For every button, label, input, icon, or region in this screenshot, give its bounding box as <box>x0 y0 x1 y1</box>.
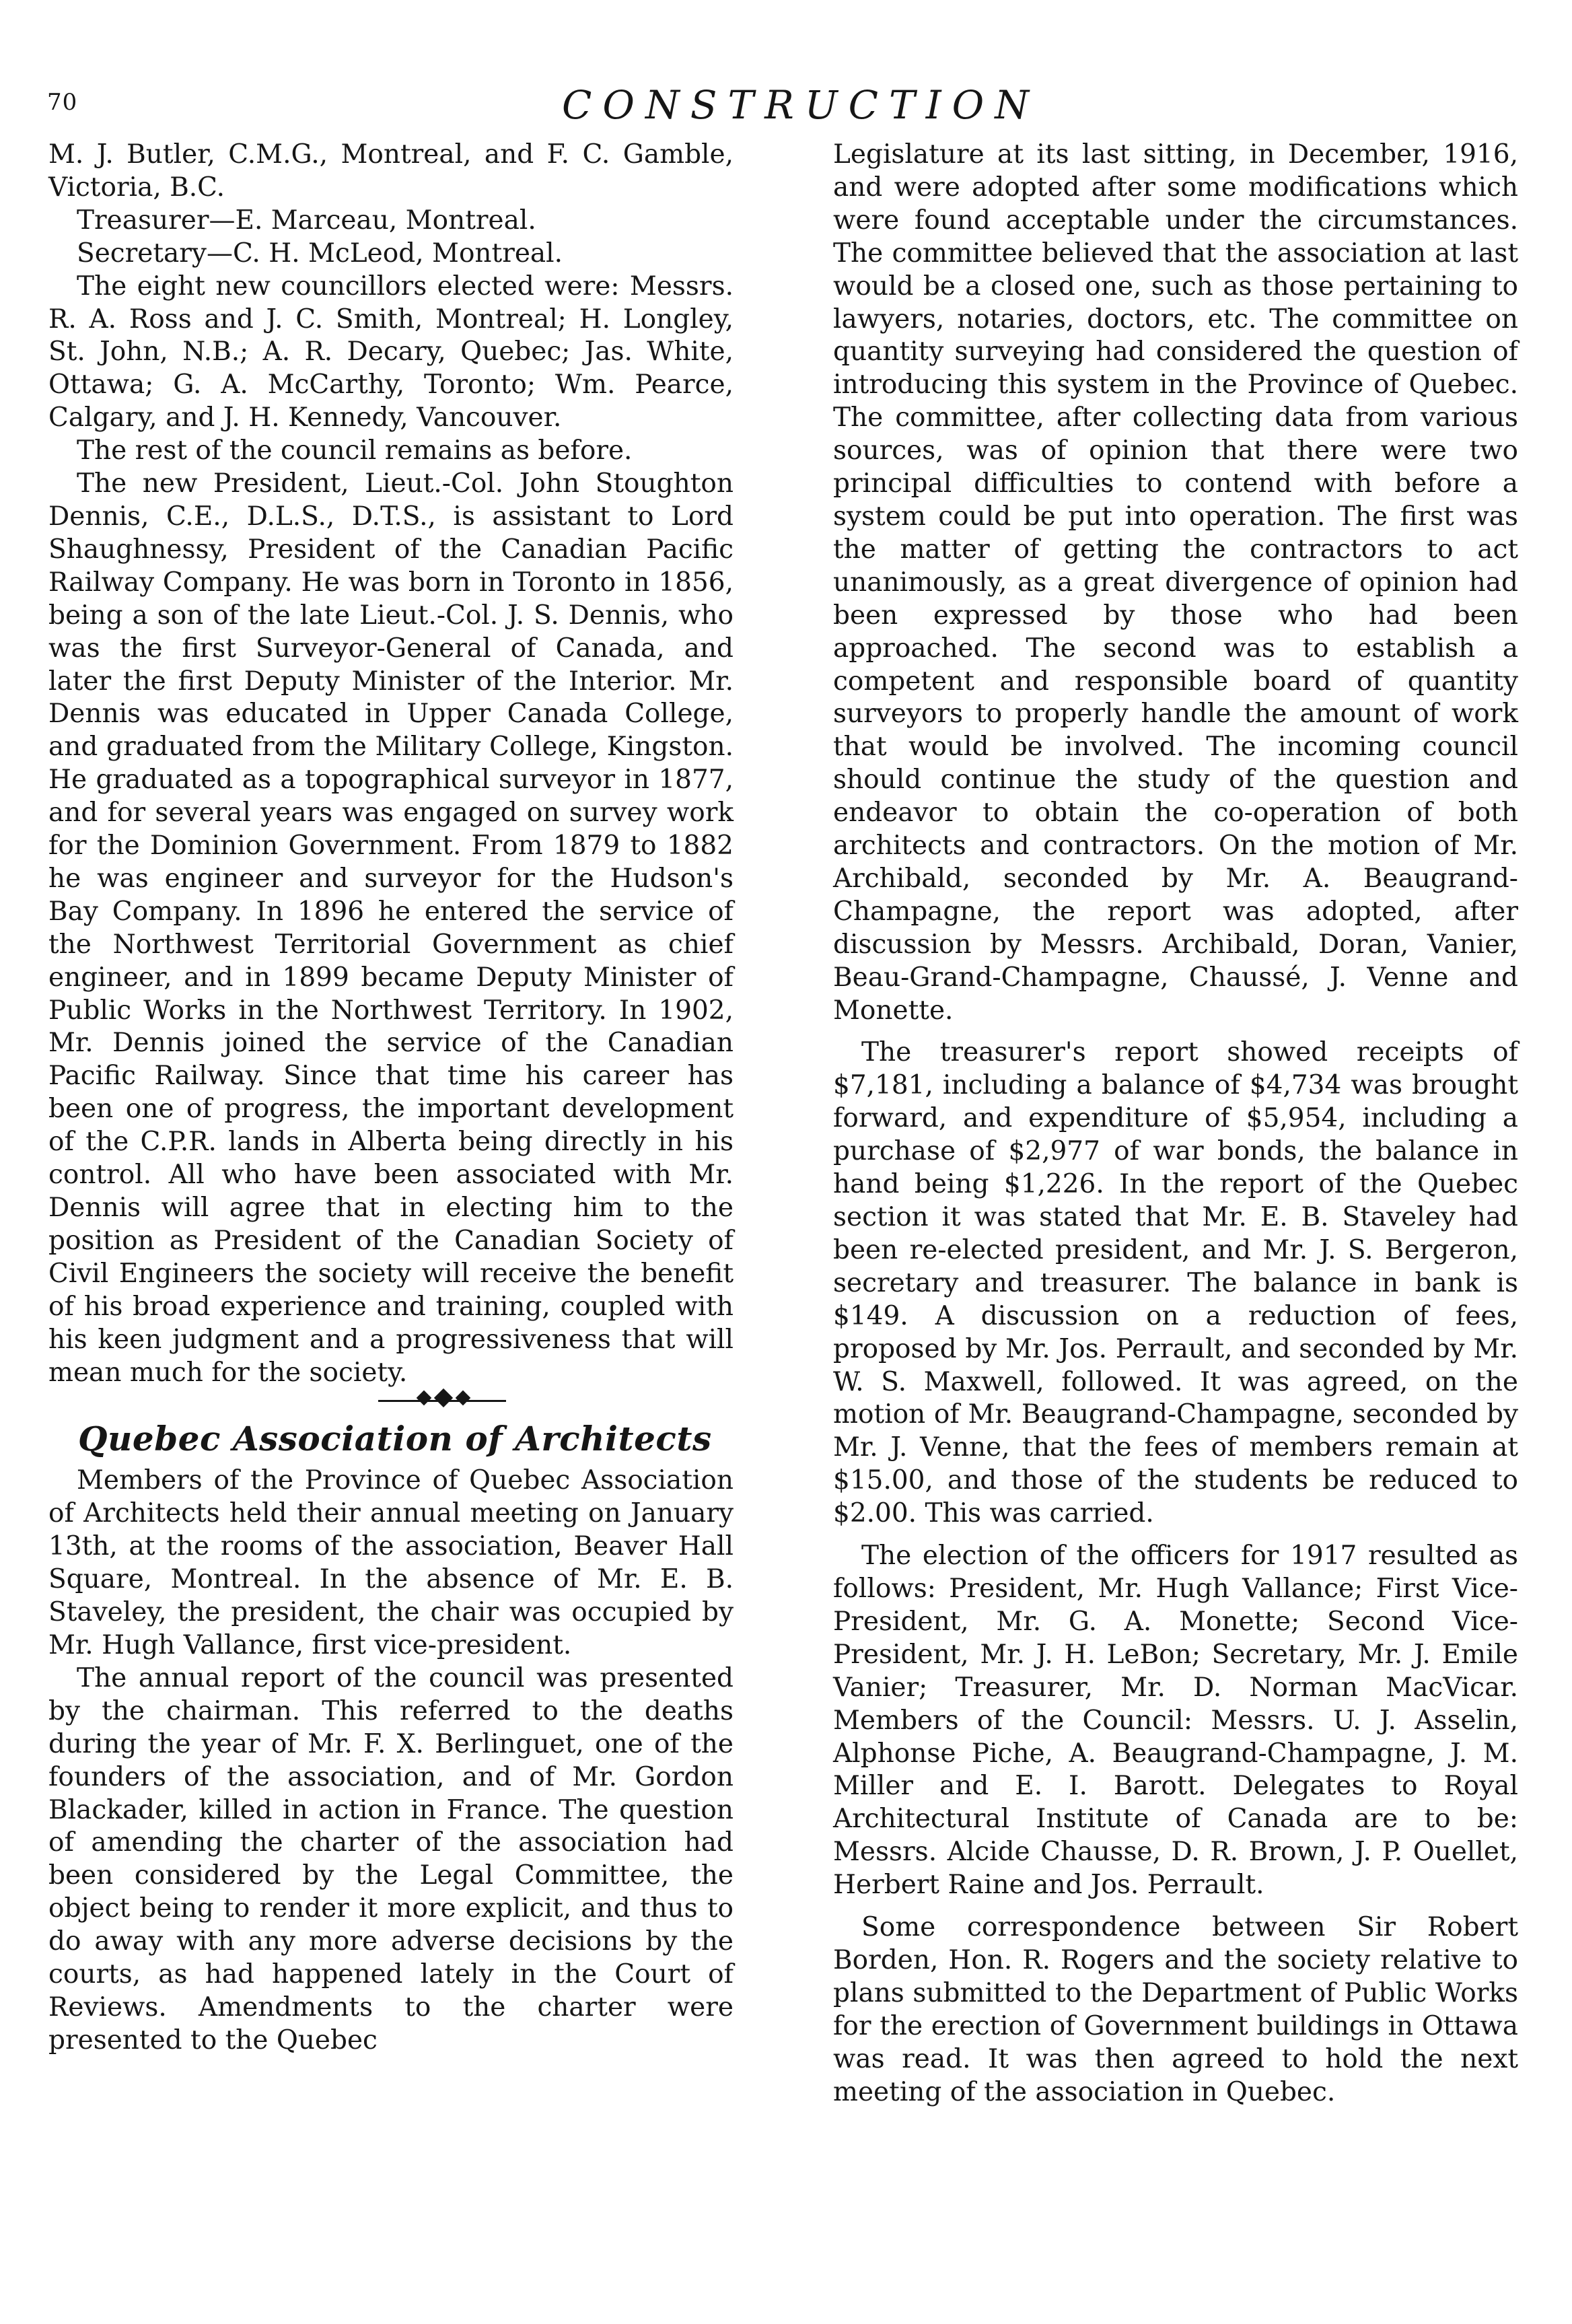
paragraph: The rest of the council remains as before. <box>77 435 633 466</box>
right-column <box>833 139 1518 2109</box>
paragraph: Members of the Province of Quebec Association of Architects held their annual meeting on January 13th, at the rooms of the association, Beaver Hall Square, Montreal. In the absence of Mr. E. B. Staveley, the president, the chair was occupied by Mr. Hugh Vallance, first vice-president. <box>48 1465 734 1660</box>
paragraph: Some correspondence between Sir Robert Borden, Hon. R. Rogers and the society relative to plans submitted to the Department of Public Works for the erection of Government buildings in Ottawa was read. It was then agreed to hold the next meeting of the association in Quebec. <box>833 1912 1518 2107</box>
paragraph: The annual report of the council was presented by the chairman. This referred to the deaths during the year of Mr. F. X. Berlinguet, one of the founders of the association, and of Mr. Gordon Blackader, killed in action in France. The question of amending the charter of the association had been considered by the Legal Committee, the object being to render it more explicit, and thus to do away with any more adverse decisions by the courts, as had happened lately in the Court of Reviews. Amendments to the charter were presented to the Quebec <box>48 1662 734 2055</box>
paragraph: M. J. Butler, C.M.G., Montreal, and F. C. Gamble, Victoria, B.C. <box>48 139 734 203</box>
paragraph: The election of the officers for 1917 resulted as follows: President, Mr. Hugh Vallance; First Vice-President, Mr. G. A. Monette; Second Vice-President, Mr. J. H. LeBon; Secretary, Mr. J. Emile Vanier; Treasurer, Mr. D. Norman MacVicar. Members of the Council: Messrs. U. J. Asselin, Alphonse Piche, A. Beaugrand-Champagne, J. M. Miller and E. I. Barott. Delegates to Royal Architectural Institute of Canada are to be: Messrs. Alcide Chausse, D. R. Brown, J. P. Ouellet, Herbert Raine and Jos. Perrault. <box>833 1541 1518 1901</box>
paragraph: Secretary—C. H. McLeod, Montreal. <box>77 238 563 269</box>
section-heading: Quebec Association of Architects <box>78 1419 712 1459</box>
running-title: CONSTRUCTION <box>562 82 1040 128</box>
paragraph: The new President, Lieut.-Col. John Stoughton Dennis, C.E., D.L.S., D.T.S., is assistant to Lord Shaughnessy, President of the Canadian Pacific Railway Company. He was born in Toronto in 1856, being a son of the late Lieut.-Col. J. S. Dennis, who was the first Surveyor-General of Canada, and later the first Deputy Minister of the Interior. Mr. Dennis was educated in Upper Canada College, and graduated from the Military College, Kingston. He graduated as a topographical surveyor in 1877, and for several years was engaged on survey work for the Dominion Government. From 1879 to 1882 he was engineer and surveyor for the Hudson's Bay Company. In 1896 he entered the service of the Northwest Territorial Government as chief engineer, and in 1899 became Deputy Minister of Public Works in the Northwest Territory. In 1902, Mr. Dennis joined the service of the Canadian Pacific Railway. Since that time his career has been one of progress, the important development of the C.P.R. lands in Alberta being directly in his control. All who have been associated with Mr. Dennis will agree that in electing him to the position as President of the Canadian Society of Civil Engineers the society will receive the benefit of his broad experience and training, coupled with his keen judgment and a progressiveness that will mean much for the society. <box>48 468 734 1388</box>
paragraph: The eight new councillors elected were: Messrs. R. A. Ross and J. C. Smith, Montreal; H. Longley, St. John, N.B.; A. R. Decary, Quebec; Jas. White, Ottawa; G. A. McCarthy, Toronto; Wm. Pearce, Calgary, and J. H. Kennedy, Vancouver. <box>48 271 734 433</box>
paragraph: The treasurer's report showed receipts of $7,181, including a balance of $4,734 was brought forward, and expenditure of $5,954, including a purchase of $2,977 of war bonds, the balance in hand being $1,226. In the report of the Quebec section it was stated that Mr. E. B. Staveley had been re-elected president, and Mr. J. S. Bergeron, secretary and treasurer. The balance in bank is $149. A discussion on a reduction of fees, proposed by Mr. Jos. Perrault, and seconded by Mr. W. S. Maxwell, followed. It was agreed, on the motion of Mr. Beaugrand-Champagne, seconded by Mr. J. Venne, that the fees of members remain at $15.00, and those of the students be reduced to $2.00. This was carried. <box>833 1037 1518 1529</box>
paragraph: Legislature at its last sitting, in December, 1916, and were adopted after some modifications which were found acceptable under the circumstances. The committee believed that the association at last would be a closed one, such as those pertaining to lawyers, notaries, doctors, etc. The committee on quantity surveying had considered the question of introducing this system in the Province of Quebec. The committee, after collecting data from various sources, was of opinion that there were two principal difficulties to contend with before a system could be put into operation. The first was the matter of getting the contractors to act unanimously, as a great divergence of opinion had been expressed by those who had been approached. The second was to establish a competent and responsible board of quantity surveyors to properly handle the amount of work that would be involved. The incoming council should continue the study of the question and endeavor to obtain the co-operation of both architects and contractors. On the motion of Mr. Archibald, seconded by Mr. A. Beaugrand-Champagne, the report was adopted, after discussion by Messrs. Archibald, Doran, Vanier, Beau-Grand-Champagne, Chaussé, J. Venne and Monette. <box>833 139 1518 1026</box>
left-column <box>48 139 734 2057</box>
section-divider-ornament <box>378 1392 506 1409</box>
paragraph: Treasurer—E. Marceau, Montreal. <box>77 205 536 236</box>
page-number: 70 <box>47 89 78 116</box>
